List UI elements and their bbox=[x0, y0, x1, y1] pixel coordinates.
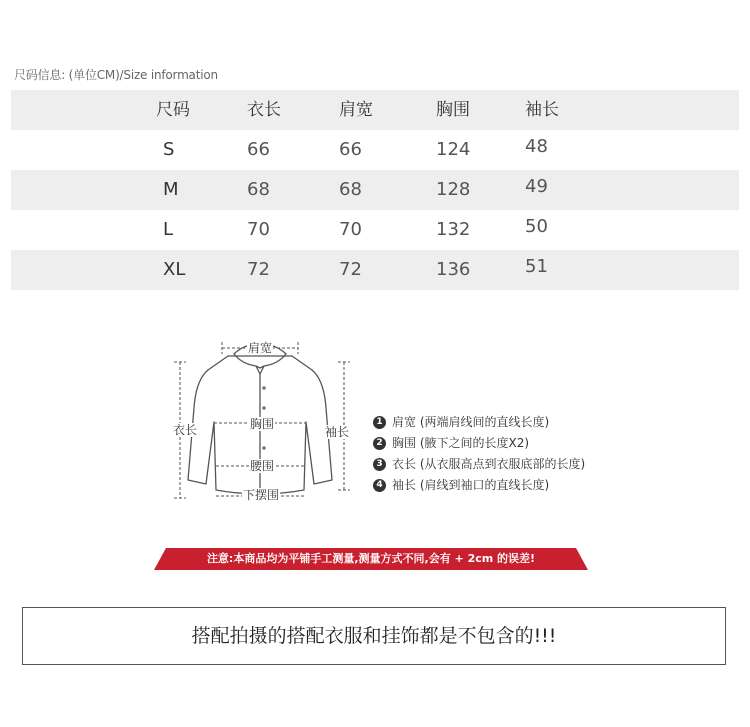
size-caption: 尺码信息: (单位CM)/Size information bbox=[14, 68, 218, 82]
measurement-notice-banner bbox=[154, 548, 588, 570]
cell-shoulder: 70 bbox=[339, 219, 362, 240]
cell-chest: 128 bbox=[436, 179, 471, 200]
legend-number-badge: 2 bbox=[373, 437, 386, 450]
legend-text: 衣长 (从衣服高点到衣服底部的长度) bbox=[392, 457, 586, 471]
cell-sleeve: 49 bbox=[525, 176, 548, 197]
table-row bbox=[11, 130, 739, 170]
header-shoulder: 肩宽 bbox=[339, 100, 373, 120]
cell-shoulder: 66 bbox=[339, 139, 362, 160]
header-sleeve: 袖长 bbox=[525, 100, 559, 120]
cell-sleeve: 48 bbox=[525, 136, 548, 157]
legend-text: 袖长 (肩线到袖口的直线长度) bbox=[392, 478, 550, 492]
size-table bbox=[11, 90, 739, 290]
header-size: 尺码 bbox=[156, 100, 190, 120]
table-header-row bbox=[11, 90, 739, 130]
cell-size: S bbox=[163, 139, 175, 160]
cell-shoulder: 72 bbox=[339, 259, 362, 280]
measurement-legend bbox=[373, 412, 585, 496]
cell-shoulder: 68 bbox=[339, 179, 362, 200]
accessories-disclaimer: 搭配拍摄的搭配衣服和挂饰都是不包含的!!! bbox=[22, 607, 726, 665]
notice-text: 注意:本商品均为平铺手工测量,测量方式不同,会有 + 2cm 的误差! bbox=[206, 552, 536, 565]
legend-text: 肩宽 (两端肩线间的直线长度) bbox=[392, 415, 550, 429]
legend-item bbox=[373, 475, 585, 496]
diagram-label-waist: 腰围 bbox=[250, 459, 275, 473]
legend-item bbox=[373, 433, 585, 454]
cell-sleeve: 51 bbox=[525, 256, 548, 277]
diagram-label-hem: 下摆围 bbox=[243, 488, 280, 502]
cell-length: 66 bbox=[247, 139, 270, 160]
cell-size: L bbox=[163, 219, 174, 240]
cell-size: XL bbox=[163, 259, 186, 280]
garment-diagram bbox=[160, 330, 360, 510]
legend-text: 胸围 (腋下之间的长度X2) bbox=[392, 436, 530, 450]
table-row bbox=[11, 210, 739, 250]
cell-chest: 124 bbox=[436, 139, 471, 160]
legend-number-badge: 4 bbox=[373, 479, 386, 492]
diagram-label-sleeve: 袖长 bbox=[325, 425, 350, 439]
diagram-label-length: 衣长 bbox=[173, 423, 198, 437]
cell-chest: 136 bbox=[436, 259, 471, 280]
diagram-label-shoulder: 肩宽 bbox=[248, 341, 273, 355]
cell-size: M bbox=[163, 179, 179, 200]
legend-item bbox=[373, 412, 585, 433]
legend-number-badge: 1 bbox=[373, 416, 386, 429]
legend-number-badge: 3 bbox=[373, 458, 386, 471]
header-chest: 胸围 bbox=[436, 100, 470, 120]
cell-length: 72 bbox=[247, 259, 270, 280]
diagram-label-chest: 胸围 bbox=[250, 417, 275, 431]
cell-chest: 132 bbox=[436, 219, 471, 240]
table-row bbox=[11, 250, 739, 290]
cell-sleeve: 50 bbox=[525, 216, 548, 237]
cell-length: 70 bbox=[247, 219, 270, 240]
cell-length: 68 bbox=[247, 179, 270, 200]
legend-item bbox=[373, 454, 585, 475]
header-length: 衣长 bbox=[247, 100, 281, 120]
table-row bbox=[11, 170, 739, 210]
